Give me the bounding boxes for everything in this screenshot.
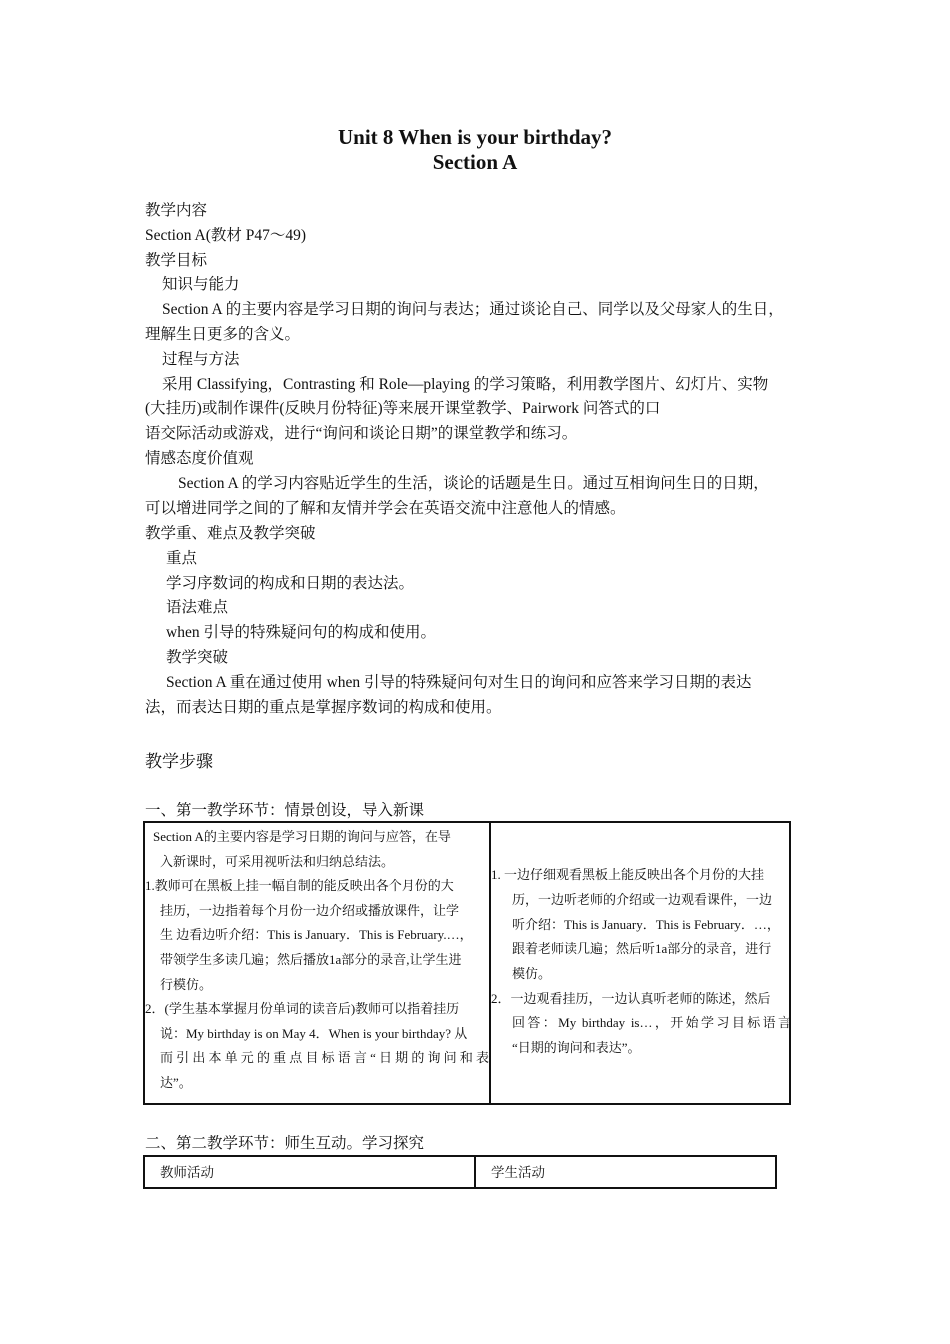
paragraph-line: 理解生日更多的含义。 (145, 326, 301, 343)
cell-line: 生 边看边听介绍：This is January．This is February.…， (160, 927, 473, 942)
paragraph-line: 可以增进同学之间的了解和友情并学会在英语交流中注意他人的情感。 (145, 500, 626, 517)
cell-line: 而引出本单元的重点目标语言“日期的询问和表 (160, 1050, 489, 1065)
steps-heading: 教学步骤 (145, 752, 213, 771)
subheading-process: 过程与方法 (162, 351, 240, 368)
paragraph-line: Section A 的学习内容贴近学生的生活，谈论的话题是生日。通过互相询问生日的日期， (178, 475, 769, 492)
cell-line: 行模仿。 (160, 977, 213, 992)
column-header: 教师活动 (160, 1165, 214, 1180)
subheading-knowledge: 知识与能力 (162, 276, 240, 293)
paragraph-line: 语交际活动或游戏，进行“询问和谈论日期”的课堂教学和练习。 (145, 425, 578, 442)
subheading-breakthrough: 教学突破 (166, 649, 229, 666)
paragraph-line: 法，而表达日期的重点是掌握序数词的构成和使用。 (145, 699, 502, 716)
cell-line: 入新课时，可采用视听法和归纳总结法。 (160, 854, 395, 869)
teacher-activity-cell (144, 822, 490, 1104)
cell-line: 1.教师可在黑板上挂一幅自制的能反映出各个月份的大 (145, 878, 454, 893)
heading-key-points: 教学重、难点及教学突破 (145, 525, 316, 542)
paragraph-line: (大挂历)或制作课件(反映月份特征)等来展开课堂教学、Pairwork 问答式的口 (145, 400, 661, 417)
paragraph-line: Section A 重在通过使用 when 引导的特殊疑问句对生日的询问和应答来学习日期的表达 (166, 674, 752, 691)
section1-heading: 一、第一教学环节：情景创设，导入新课 (145, 802, 425, 819)
document-title: Unit 8 When is your birthday? (337, 125, 613, 149)
subheading-attitude: 情感态度价值观 (145, 450, 254, 467)
cell-line: 模仿。 (512, 966, 552, 981)
cell-line: 达”。 (160, 1075, 192, 1090)
student-activity-header (475, 1156, 776, 1188)
cell-line: 回答：My birthday is…，开始学习目标语言 (512, 1015, 791, 1030)
teaching-content-text: Section A(教材 P47～49) (145, 227, 307, 244)
section1-table (143, 821, 791, 1105)
cell-line: 挂历，一边指着每个月份一边介绍或播放课件，让学 (160, 903, 460, 918)
cell-line: 2．一边观看挂历，一边认真听老师的陈述，然后 (491, 991, 771, 1006)
paragraph-line: 学习序数词的构成和日期的表达法。 (166, 575, 415, 592)
subheading-grammar: 语法难点 (166, 599, 229, 616)
teacher-activity-header (144, 1156, 475, 1188)
section2-table (143, 1155, 777, 1189)
subheading-focus: 重点 (166, 550, 198, 567)
cell-line: 听介绍：This is January．This is February．…， (512, 917, 780, 932)
cell-line: 带领学生多读几遍；然后播放1a部分的录音,让学生进 (160, 952, 462, 967)
heading-teaching-goals: 教学目标 (145, 252, 208, 269)
cell-line: Section A的主要内容是学习日期的询问与应答，在导 (153, 829, 451, 844)
cell-line: 2．(学生基本掌握月份单词的读音后)教师可以指着挂历 (145, 1001, 460, 1016)
paragraph-line: when 引导的特殊疑问句的构成和使用。 (166, 624, 436, 641)
cell-line: 跟着老师读几遍；然后听1a部分的录音，进行 (512, 941, 772, 956)
student-activity-cell (490, 822, 790, 1104)
column-header: 学生活动 (491, 1165, 545, 1180)
heading-teaching-content: 教学内容 (145, 202, 208, 219)
document-subtitle: Section A (432, 150, 518, 174)
paragraph-line: 采用 Classifying，Contrasting 和 Role—playing 的学习策略，利用教学图片、幻灯片、实物 (162, 376, 769, 393)
section2-heading: 二、第二教学环节：师生互动。学习探究 (145, 1135, 425, 1152)
cell-line: 1. 一边仔细观看黑板上能反映出各个月份的大挂 (491, 867, 765, 882)
cell-line: 历，一边听老师的介绍或一边观看课件，一边 (512, 892, 773, 907)
paragraph-line: Section A 的主要内容是学习日期的询问与表达；通过谈论自己、同学以及父母家人的生日， (162, 301, 784, 318)
cell-line: “日期的询问和表达”。 (512, 1040, 641, 1055)
cell-line: 说：My birthday is on May 4．When is your birthday? 从 (160, 1026, 468, 1041)
